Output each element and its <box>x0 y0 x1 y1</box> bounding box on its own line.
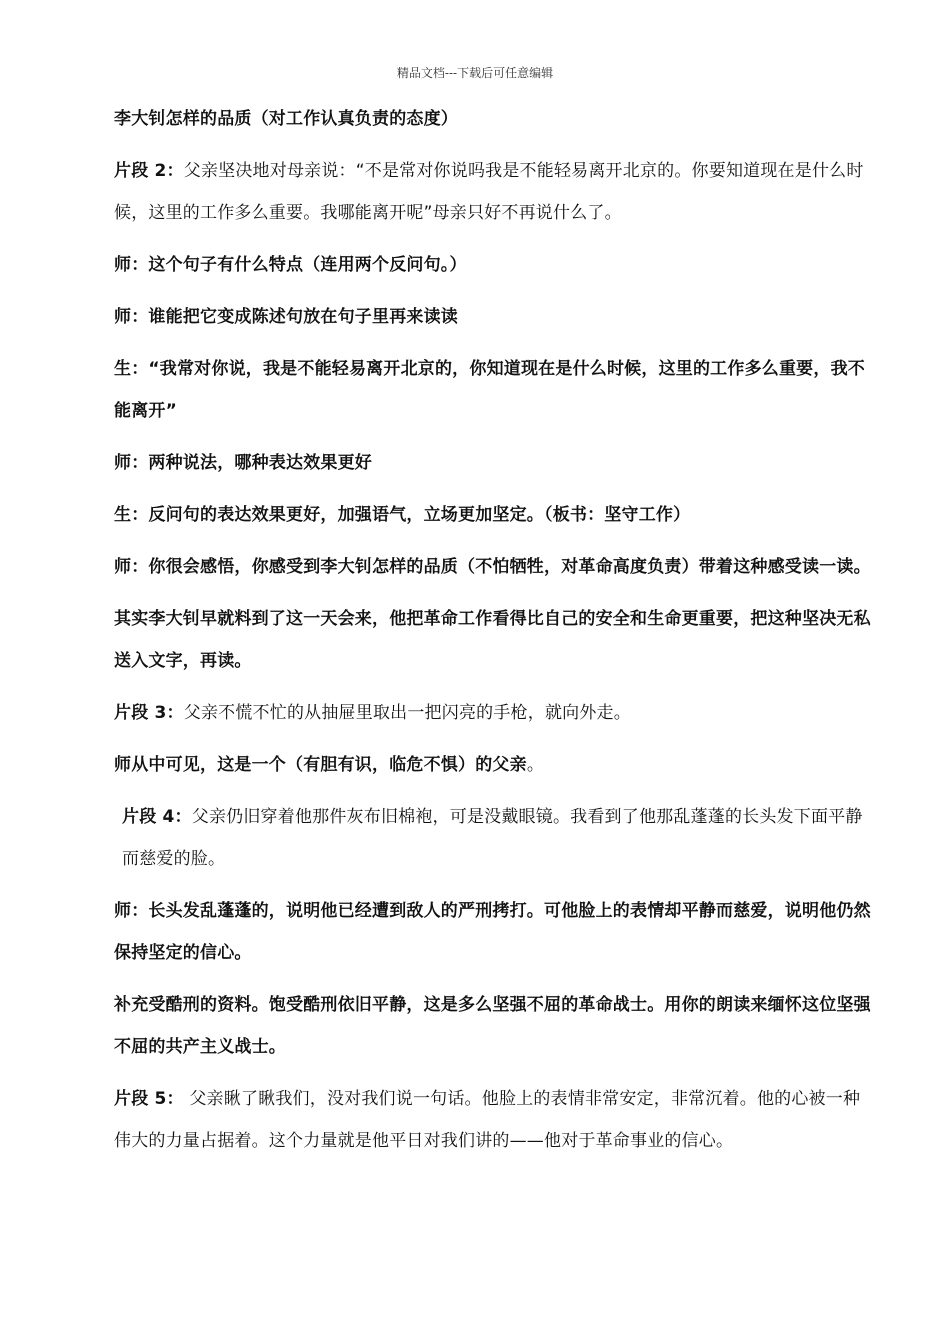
segment-label: 片段 4： <box>122 807 192 827</box>
paragraph-12 <box>114 796 874 880</box>
paragraph-14: 补充受酷刑的资料。饱受酷刑依旧平静，这是多么坚强不屈的革命战士。用你的朗读来缅怀这位坚强不屈的共产主义战士。 <box>114 995 871 1057</box>
segment-label: 片段 2： <box>114 161 184 181</box>
paragraph-6: 师：两种说法，哪种表达效果更好 <box>114 453 372 473</box>
paragraph-10 <box>114 692 874 734</box>
paragraph-7: 生：反问句的表达效果更好，加强语气，立场更加坚定。（板书：坚守工作） <box>114 505 691 525</box>
paragraph-5: 生：“我常对你说，我是不能轻易离开北京的，你知道现在是什么时候，这里的工作多么重要，我不能离开” <box>114 359 865 421</box>
paragraph-9: 其实李大钊早就料到了这一天会来，他把革命工作看得比自己的安全和生命更重要，把这种坚决无私送入文字，再读。 <box>114 609 871 671</box>
paragraph-15 <box>114 1078 874 1162</box>
segment-label: 片段 3： <box>114 703 184 723</box>
paragraph-4: 师：谁能把它变成陈述句放在句子里再来读读 <box>114 307 458 327</box>
page-header: 精品文档---下载后可任意编辑 <box>396 66 554 80</box>
segment-label: 片段 5： <box>114 1089 184 1109</box>
paragraph-8: 师：你很会感悟，你感受到李大钊怎样的品质（不怕牺牲，对革命高度负责）带着这种感受读一读。 <box>114 557 871 577</box>
document-body <box>114 98 874 1172</box>
segment-text: 父亲瞅了瞅我们，没对我们说一句话。他脸上的表情非常安定，非常沉着。他的心被一种伟大的力量占据着。这个力量就是他平日对我们讲的——他对于革命事业的信心。 <box>114 1089 861 1151</box>
paragraph-11 <box>114 744 874 786</box>
paragraph-2 <box>114 150 874 234</box>
paragraph-3: 师：这个句子有什么特点（连用两个反问句。） <box>114 255 467 275</box>
segment-text: 父亲不慌不忙的从抽屉里取出一把闪亮的手枪，就向外走。 <box>183 703 631 723</box>
teacher-remark: 师从中可见，这是一个（有胆有识，临危不惧）的父亲 <box>114 755 527 775</box>
paragraph-1: 李大钊怎样的品质（对工作认真负责的态度） <box>114 109 458 129</box>
period: 。 <box>526 755 545 775</box>
paragraph-13: 师：长头发乱蓬蓬的，说明他已经遭到敌人的严刑拷打。可他脸上的表情却平静而慈爱，说明他仍然保持坚定的信心。 <box>114 901 871 963</box>
segment-text: 父亲坚决地对母亲说：“不是常对你说吗我是不能轻易离开北京的。你要知道现在是什么时候，这里的工作多么重要。我哪能离开呢”母亲只好不再说什么了。 <box>114 161 864 223</box>
segment-text: 父亲仍旧穿着他那件灰布旧棉袍，可是没戴眼镜。我看到了他那乱蓬蓬的长头发下面平静而慈爱的脸。 <box>122 807 863 869</box>
